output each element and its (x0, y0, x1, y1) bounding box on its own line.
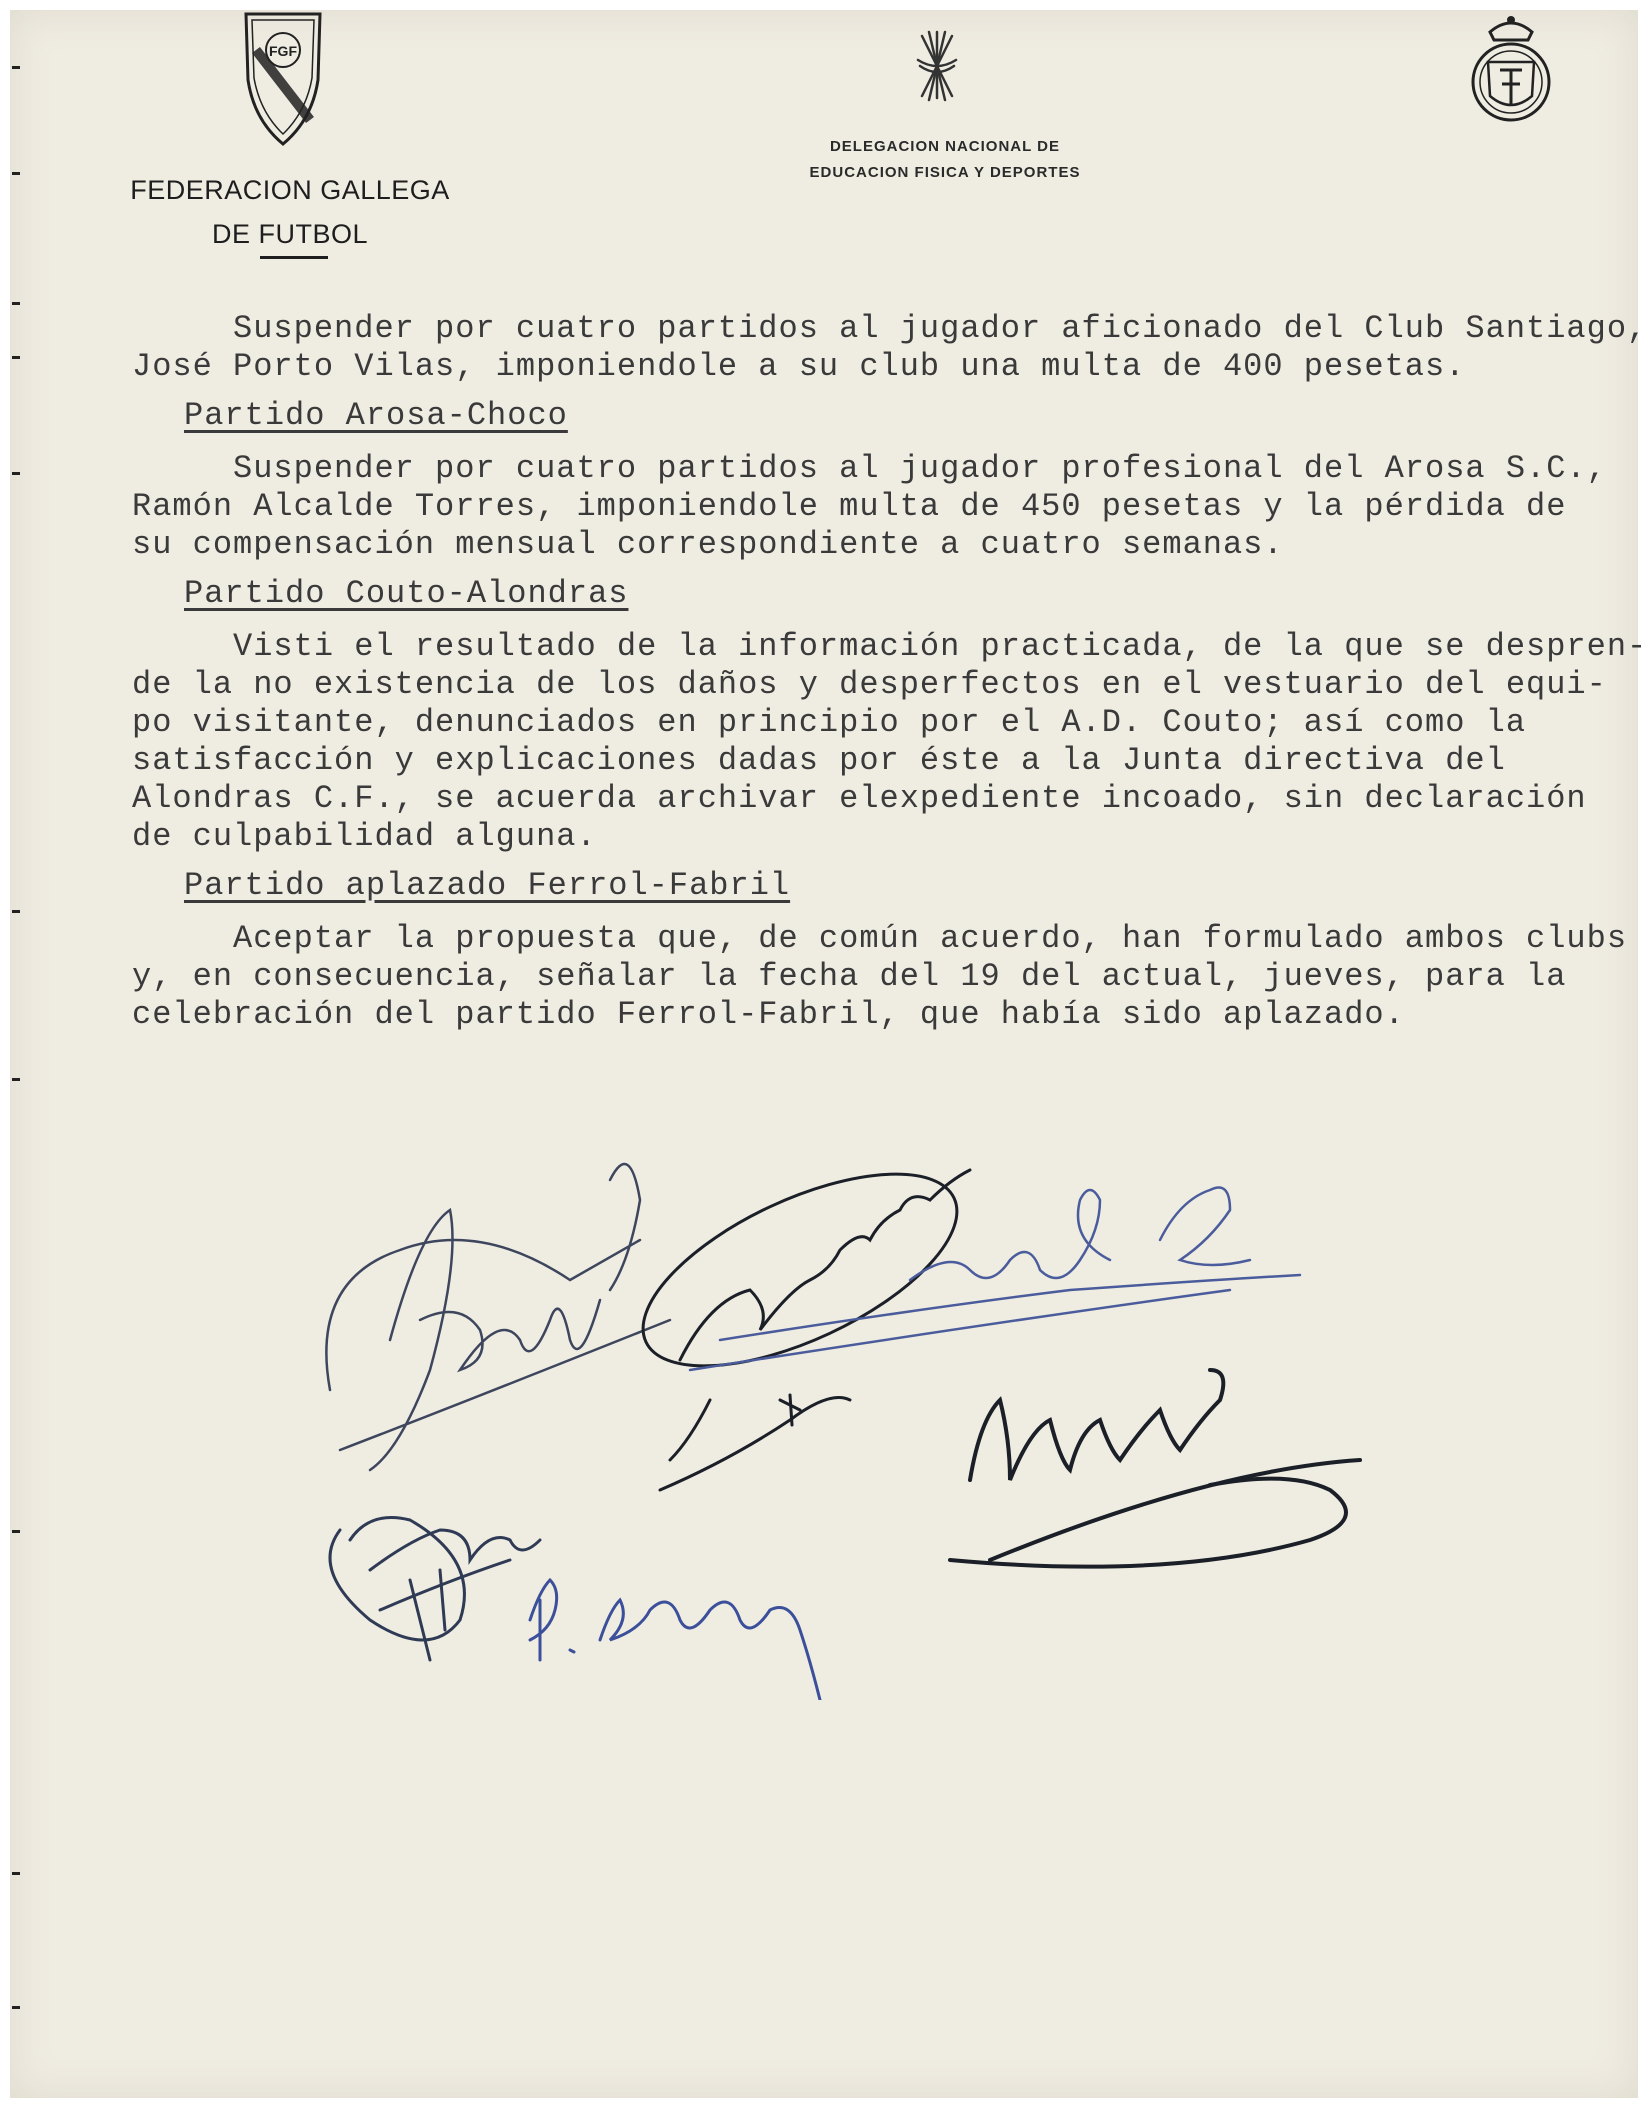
delegation-heading (780, 134, 1110, 186)
resolution-paragraph-couto: Visti el resultado de la información practicada, de la que se despren- de la no existencia de los daños y desperfectos en el vestuario del equi- po visitante, denunciados en principio por el A.D. Couto; así como la satisfacción y explicaciones dadas por éste a la Junta directiva del Alondras C.F., se acuerda archivar elexpediente incoado, sin declaración de culpabilidad alguna. (132, 628, 1648, 855)
edge-mark (12, 1872, 20, 1875)
organization-rule (260, 256, 328, 259)
edge-mark (12, 2006, 20, 2009)
organization-name-line1: FEDERACION GALLEGA (130, 175, 450, 205)
resolution-paragraph-ferrol: Aceptar la propuesta que, de común acuerdo, han formulado ambos clubs y, en consecuencia, señalar la fecha del 19 del actual, jueves, para la celebración del partido Ferrol-Fabril, que había sido aplazado. (132, 920, 1628, 1033)
section-heading-ferrol-fabril: Partido aplazado Ferrol-Fabril (184, 867, 791, 904)
signatures-block (310, 1140, 1460, 1700)
svg-text:FGF: FGF (269, 43, 297, 59)
document-body (132, 310, 1648, 1044)
edge-mark (12, 302, 20, 305)
edge-mark (12, 66, 20, 69)
edge-mark (12, 356, 20, 359)
organization-name (110, 168, 470, 256)
signature-1 (326, 1164, 670, 1470)
signature-6 (530, 1580, 820, 1700)
resolution-paragraph-arosa: Suspender por cuatro partidos al jugador profesional del Arosa S.C., Ramón Alcalde Torres, imponiendole multa de 450 pesetas y la pérdida de su compensación mensual correspondiente a cuatro semanas. (132, 450, 1607, 563)
federation-crest-icon (238, 10, 328, 150)
signature-4 (950, 1370, 1360, 1567)
edge-mark (12, 910, 20, 913)
edge-mark (12, 472, 20, 475)
crowned-federation-crest-icon (1466, 10, 1556, 130)
delegation-line1: DELEGACION NACIONAL DE (829, 138, 1061, 155)
signature-3 (690, 1188, 1300, 1371)
section-heading-couto-alondras: Partido Couto-Alondras (184, 575, 629, 612)
signature-2 (616, 1140, 983, 1490)
document-page (10, 10, 1648, 2098)
delegation-line2: EDUCACION FISICA Y DEPORTES (809, 164, 1081, 181)
edge-mark (12, 1530, 20, 1533)
section-heading-arosa-choco: Partido Arosa-Choco (184, 397, 568, 434)
yoke-and-arrows-emblem-icon (912, 26, 962, 106)
edge-mark (12, 1078, 20, 1081)
resolution-paragraph-santiago: Suspender por cuatro partidos al jugador aficionado del Club Santiago, José Porto Vilas, imponiendole a su club una multa de 400 pesetas. (132, 310, 1648, 385)
edge-mark (12, 172, 20, 175)
signature-5 (330, 1518, 540, 1661)
organization-name-line2: DE FUTBOL (211, 219, 369, 249)
